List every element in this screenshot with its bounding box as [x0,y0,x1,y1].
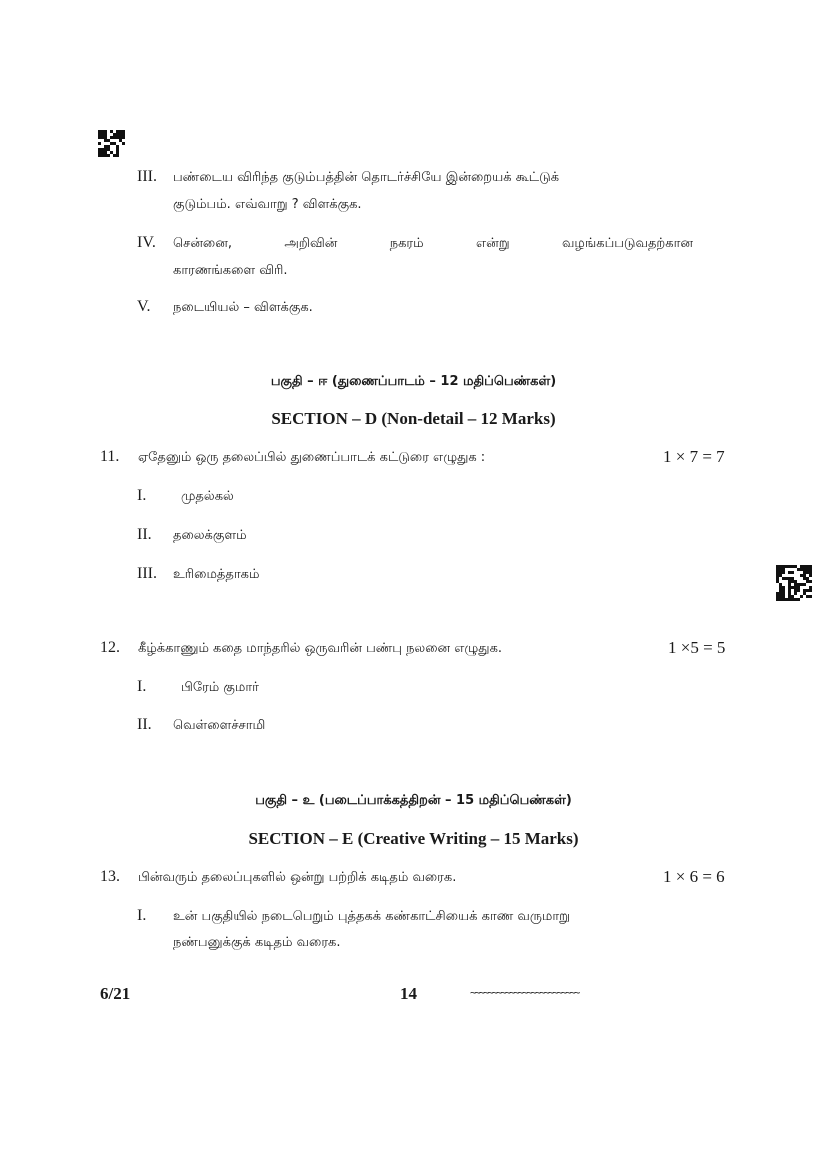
q13-option-num: I. [137,907,147,924]
item-iii-line2: குடும்பம். எவ்வாறு ? விளக்குக. [173,197,362,212]
q12-option-text: பிரேம் குமார் [181,680,259,695]
section-e-tamil-heading: பகுதி – உ (படைப்பாக்கத்திறன் – 15 மதிப்பெண்கள்) [255,793,572,808]
item-num-iv: IV. [137,234,156,251]
q11-text: ஏதேனும் ஒரு தலைப்பில் துணைப்பாடக் கட்டுரை எழுதுக : [138,450,486,465]
q12-option-num: II. [137,716,152,733]
q13-text: பின்வரும் தலைப்புகளில் ஒன்று பற்றிக் கடிதம் வரைக. [138,870,457,885]
item-num-iii: III. [137,168,157,185]
q11-option-num: II. [137,526,152,543]
q12-number: 12. [100,639,120,656]
q11-option-text: தலைக்குளம் [173,528,247,543]
section-d-tamil-heading: பகுதி – ஈ (துணைப்பாடம் – 12 மதிப்பெண்கள்) [270,374,557,389]
q11-number: 11. [100,448,120,465]
section-e-heading: SECTION – E (Creative Writing – 15 Marks) [248,829,579,848]
item-iv-word: என்று [475,236,510,251]
item-num-v: V. [137,298,151,315]
q13-number: 13. [100,868,120,885]
q13-marks: 1 × 6 = 6 [663,867,725,886]
item-iv-word: அறிவின் [284,236,338,251]
q12-marks: 1 ×5 = 5 [668,638,726,657]
q12-option-text: வெள்ளைச்சாமி [173,718,266,733]
item-iv-line2: காரணங்களை விரி. [173,263,288,278]
item-iv-word: சென்னை, [173,236,232,251]
footer-wave-decoration: ~~~~~~~~~~~~~~~~~~~~~~~~~ [470,986,579,999]
q11-option-num: I. [137,487,147,504]
q12-text: கீழ்க்காணும் கதை மாந்தரில் ஒருவரின் பண்பு நலனை எழுதுக. [138,641,503,656]
item-iv-word: நகரம் [389,236,424,251]
item-iv-line1 [173,236,693,252]
q11-option-num: III. [137,565,157,582]
q12-option-num: I. [137,678,147,695]
item-v-line1: நடையியல் – விளக்குக. [173,300,313,315]
item-iii-line1: பண்டைய விரிந்த குடும்பத்தின் தொடர்ச்சியே இன்றையக் கூட்டுக் [173,170,560,185]
item-iv-word: வழங்கப்படுவதற்கான [561,236,693,251]
q11-option-text: உரிமைத்தாகம் [173,567,260,582]
footer-paper-code: 6/21 [100,984,131,1003]
q11-marks: 1 × 7 = 7 [663,447,725,466]
q11-option-text: முதல்கல் [181,489,234,504]
q13-option-line2: நண்பனுக்குக் கடிதம் வரைக. [173,935,341,950]
q13-option-line1: உன் பகுதியில் நடைபெறும் புத்தகக் கண்காட்சியைக் காண வருமாறு [173,909,570,924]
section-d-heading: SECTION – D (Non-detail – 12 Marks) [271,409,556,428]
footer-page-number: 14 [400,984,417,1003]
qr-code-top-left [98,130,125,157]
qr-code-right [776,565,812,601]
